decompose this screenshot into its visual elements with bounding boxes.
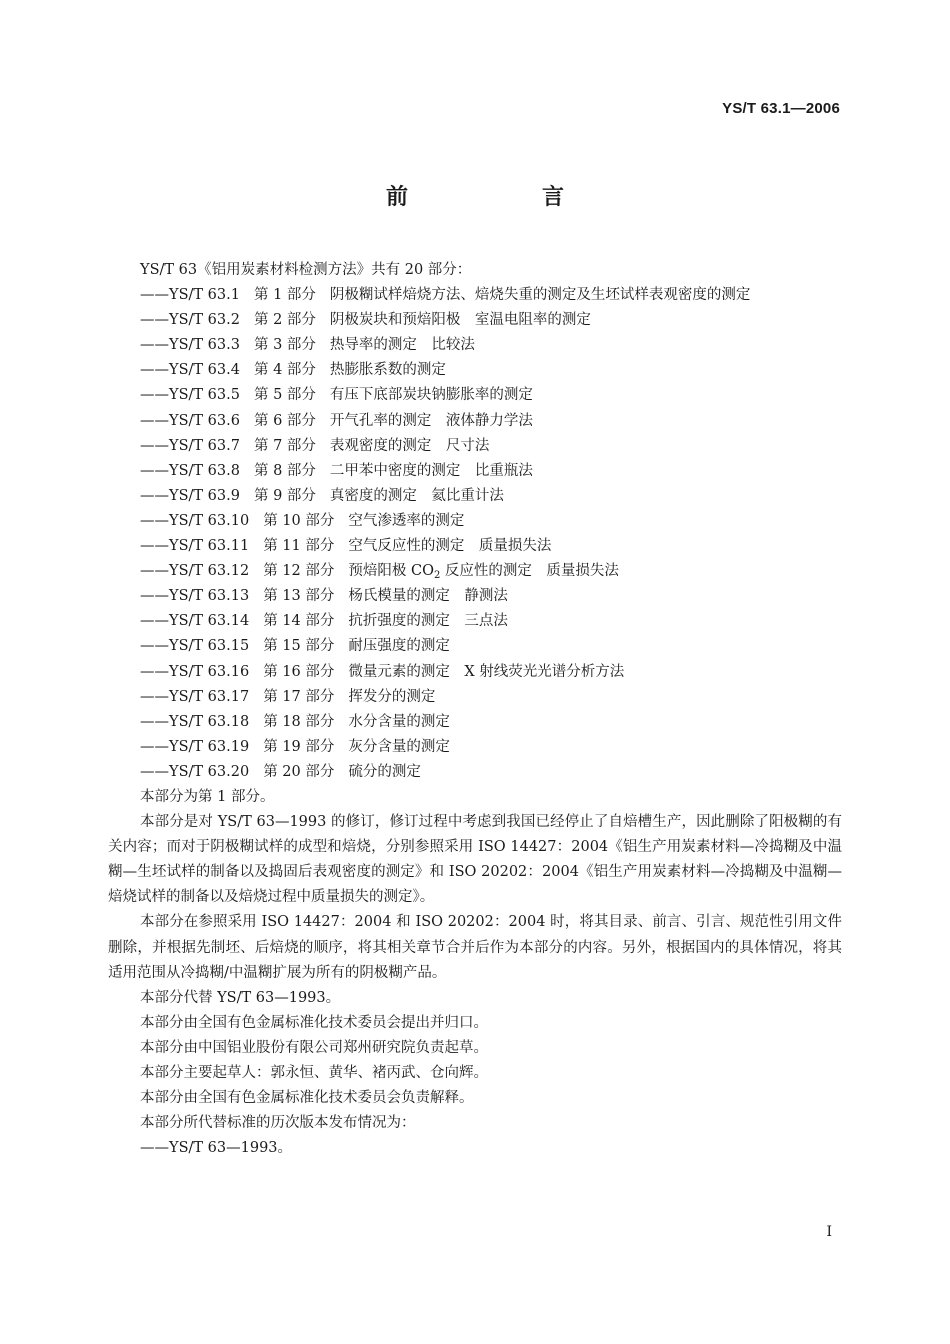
part-code: ——YS/T 63.2 [140, 312, 240, 329]
part-code: ——YS/T 63.13 [140, 588, 250, 605]
part-list-item [108, 634, 842, 659]
paragraph: 本部分由全国有色金属标准化技术委员会负责解释。 [140, 1090, 474, 1107]
part-list-item [108, 484, 842, 509]
part-name: 抗折强度的测定 三点法 [348, 613, 508, 630]
part-list-item [108, 760, 842, 785]
part-name: 耐压强度的测定 [348, 638, 450, 655]
part-name: 空气渗透率的测定 [348, 512, 465, 529]
part-name: 微量元素的测定 X 射线荧光光谱分析方法 [348, 663, 625, 680]
part-name: 硫分的测定 [348, 763, 421, 780]
paragraph: 本部分是对 YS/T 63—1993 的修订，修订过程中考虑到我国已经停止了自焙槽生产，因此删除了阳极糊的有关内容；而对于阴极糊试样的成型和焙烧，分别参照采用 ISO 14427：2004《铝生产用炭素材料—冷捣糊及中温糊—生坯试样的制备以及捣固后表观密度的测定》和 ISO 20202：2004《铝生产用炭素材料—冷捣糊及中温糊—焙烧试样的制备以及焙烧过程中质量损失的测定》。 [108, 814, 842, 906]
paragraph: 本部分在参照采用 ISO 14427：2004 和 ISO 20202：2004 时，将其目录、前言、引言、规范性引用文件删除，并根据先制坯、后焙烧的顺序，将其相关章节合并后作为本部分的内容。另外，根据国内的具体情况，将其适用范围从冷捣糊/中温糊扩展为所有的阴极糊产品。 [108, 914, 842, 981]
part-code: ——YS/T 63.14 [140, 613, 250, 630]
paragraph: 本部分代替 YS/T 63—1993。 [140, 989, 341, 1006]
paragraph: 本部分由全国有色金属标准化技术委员会提出并归口。 [140, 1014, 488, 1031]
part-code: ——YS/T 63.20 [140, 763, 250, 780]
part-number: 第 4 部分 [253, 362, 316, 379]
part-number: 第 5 部分 [253, 387, 316, 404]
part-number: 第 20 部分 [263, 763, 335, 780]
part-name: 热导率的测定 比较法 [329, 337, 475, 354]
part-number: 第 12 部分 [263, 563, 335, 580]
document-body [108, 258, 842, 1161]
part-name: 阴极炭块和预焙阳极 室温电阻率的测定 [329, 312, 591, 329]
part-code: ——YS/T 63.6 [140, 412, 240, 429]
part-list-item [108, 333, 842, 358]
part-number: 第 1 部分 [253, 287, 316, 304]
part-list-item [108, 660, 842, 685]
part-number: 第 19 部分 [263, 738, 335, 755]
paragraph: ——YS/T 63—1993。 [140, 1140, 293, 1157]
part-code: ——YS/T 63.12 [140, 563, 250, 580]
part-code: ——YS/T 63.18 [140, 713, 250, 730]
part-list-item [108, 358, 842, 383]
part-list-item [108, 409, 842, 434]
parts-list [108, 283, 842, 785]
part-code: ——YS/T 63.9 [140, 487, 240, 504]
part-code: ——YS/T 63.3 [140, 337, 240, 354]
part-list-item [108, 710, 842, 735]
part-name: 阴极糊试样焙烧方法、焙烧失重的测定及生坯试样表观密度的测定 [329, 287, 751, 304]
standard-code: YS/T 63.1—2006 [722, 100, 840, 117]
part-name: 热膨胀系数的测定 [329, 362, 446, 379]
part-list-item [108, 685, 842, 710]
part-number: 第 10 部分 [263, 512, 335, 529]
part-code: ——YS/T 63.1 [140, 287, 240, 304]
part-name-prefix: 预焙阳极 CO [348, 563, 434, 580]
part-number: 第 17 部分 [263, 688, 335, 705]
part-name: 杨氏模量的测定 静测法 [348, 588, 508, 605]
part-name: 水分含量的测定 [348, 713, 450, 730]
part-number: 第 13 部分 [263, 588, 335, 605]
paragraph: 本部分主要起草人：郭永恒、黄华、褚丙武、仓向辉。 [140, 1065, 488, 1081]
part-number: 第 2 部分 [253, 312, 316, 329]
part-list-item [108, 735, 842, 760]
part-list-item [108, 534, 842, 559]
part-code: ——YS/T 63.17 [140, 688, 250, 705]
part-number: 第 11 部分 [263, 538, 335, 555]
page-title: 前 言 [385, 185, 620, 210]
part-list-item [108, 584, 842, 609]
part-code: ——YS/T 63.8 [140, 462, 240, 479]
part-list-item [108, 383, 842, 408]
part-list-item [108, 509, 842, 534]
part-number: 第 9 部分 [253, 487, 316, 504]
part-name: 表观密度的测定 尺寸法 [329, 437, 490, 454]
part-name: 挥发分的测定 [348, 688, 436, 705]
part-name [348, 559, 619, 584]
part-code: ——YS/T 63.19 [140, 738, 250, 755]
part-list-item [108, 459, 842, 484]
part-code: ——YS/T 63.5 [140, 387, 240, 404]
part-name: 灰分含量的测定 [348, 738, 450, 755]
part-name-suffix: 反应性的测定 质量损失法 [440, 563, 619, 580]
part-number: 第 15 部分 [263, 638, 335, 655]
part-number: 第 7 部分 [253, 437, 316, 454]
part-code: ——YS/T 63.7 [140, 437, 240, 454]
part-number: 第 6 部分 [253, 412, 316, 429]
part-code: ——YS/T 63.15 [140, 638, 250, 655]
paragraph: 本部分所代替标准的历次版本发布情况为： [140, 1115, 416, 1132]
part-code: ——YS/T 63.4 [140, 362, 240, 379]
part-list-item [108, 308, 842, 333]
part-name: 空气反应性的测定 质量损失法 [348, 538, 552, 555]
part-code: ——YS/T 63.11 [140, 538, 250, 555]
part-list-item [108, 609, 842, 634]
part-number: 第 18 部分 [263, 713, 335, 730]
part-name: 二甲苯中密度的测定 比重瓶法 [329, 462, 533, 479]
part-name-subscript: 2 [433, 570, 441, 582]
part-name: 真密度的测定 氦比重计法 [329, 487, 504, 504]
paragraph: 本部分由中国铝业股份有限公司郑州研究院负责起草。 [140, 1039, 488, 1056]
page-number: I [826, 1224, 832, 1240]
part-list-item [108, 434, 842, 459]
part-number: 第 16 部分 [263, 663, 335, 680]
part-code: ——YS/T 63.10 [140, 512, 250, 529]
part-name: 开气孔率的测定 液体静力学法 [329, 412, 533, 429]
part-code: ——YS/T 63.16 [140, 663, 250, 680]
part-number: 第 8 部分 [253, 462, 316, 479]
part-number: 第 3 部分 [253, 337, 316, 354]
part-list-item [108, 283, 842, 308]
part-number: 第 14 部分 [263, 613, 335, 630]
part-list-item [108, 559, 842, 584]
intro-line: YS/T 63《铝用炭素材料检测方法》共有 20 部分： [140, 262, 472, 278]
part-name: 有压下底部炭块钠膨胀率的测定 [329, 387, 533, 404]
paragraph: 本部分为第 1 部分。 [140, 788, 275, 805]
